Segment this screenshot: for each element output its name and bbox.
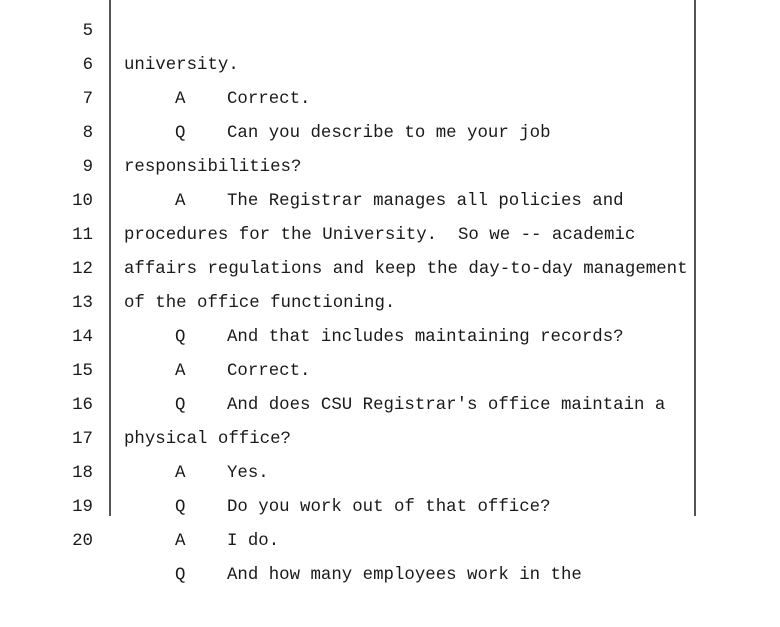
line-number: 9 (82, 158, 93, 177)
line-content: Can you describe to me your job (227, 124, 551, 143)
speaker-label: A (175, 192, 186, 211)
line-number: 17 (72, 430, 93, 449)
line-number: 7 (82, 90, 93, 109)
line-text: affairs regulations and keep the day-to-day management (124, 260, 688, 279)
line-text: university. (124, 56, 239, 75)
line-text (175, 559, 582, 593)
line-text: physical office? (124, 430, 291, 449)
line-content: Do you work out of that office? (227, 498, 551, 517)
line-number: 16 (72, 396, 93, 415)
line-number: 12 (72, 260, 93, 279)
line-content: I do. (227, 532, 280, 551)
line-number: 10 (72, 192, 93, 211)
line-number: 13 (72, 294, 93, 313)
line-content: The Registrar manages all policies and (227, 192, 624, 211)
line-text: responsibilities? (124, 158, 302, 177)
line-content: Correct. (227, 362, 311, 381)
speaker-label: A (175, 532, 186, 551)
speaker-label: A (175, 362, 186, 381)
line-number: 18 (72, 464, 93, 483)
speaker-label: A (175, 90, 186, 109)
speaker-label: Q (175, 328, 186, 347)
line-number: 15 (72, 362, 93, 381)
speaker-label: Q (175, 124, 186, 143)
line-text: of the office functioning. (124, 294, 396, 313)
line-number: 11 (72, 226, 93, 245)
line-content: Yes. (227, 464, 269, 483)
line-number: 14 (72, 328, 93, 347)
line-number: 19 (72, 498, 93, 517)
line-content: And that includes maintaining records? (227, 328, 624, 347)
transcript-line (0, 0, 780, 75)
line-content: Correct. (227, 90, 311, 109)
line-content: And does CSU Registrar's office maintain a (227, 396, 666, 415)
speaker-label: Q (175, 498, 186, 517)
line-content: And how many employees work in the (227, 566, 582, 585)
line-number: 8 (82, 124, 93, 143)
line-text: procedures for the University. So we -- academic (124, 226, 636, 245)
line-number: 20 (72, 532, 93, 551)
speaker-label: Q (175, 396, 186, 415)
speaker-label: Q (175, 566, 186, 585)
line-number: 5 (82, 22, 93, 41)
line-number: 6 (82, 56, 93, 75)
line-text (175, 525, 279, 559)
speaker-label: A (175, 464, 186, 483)
